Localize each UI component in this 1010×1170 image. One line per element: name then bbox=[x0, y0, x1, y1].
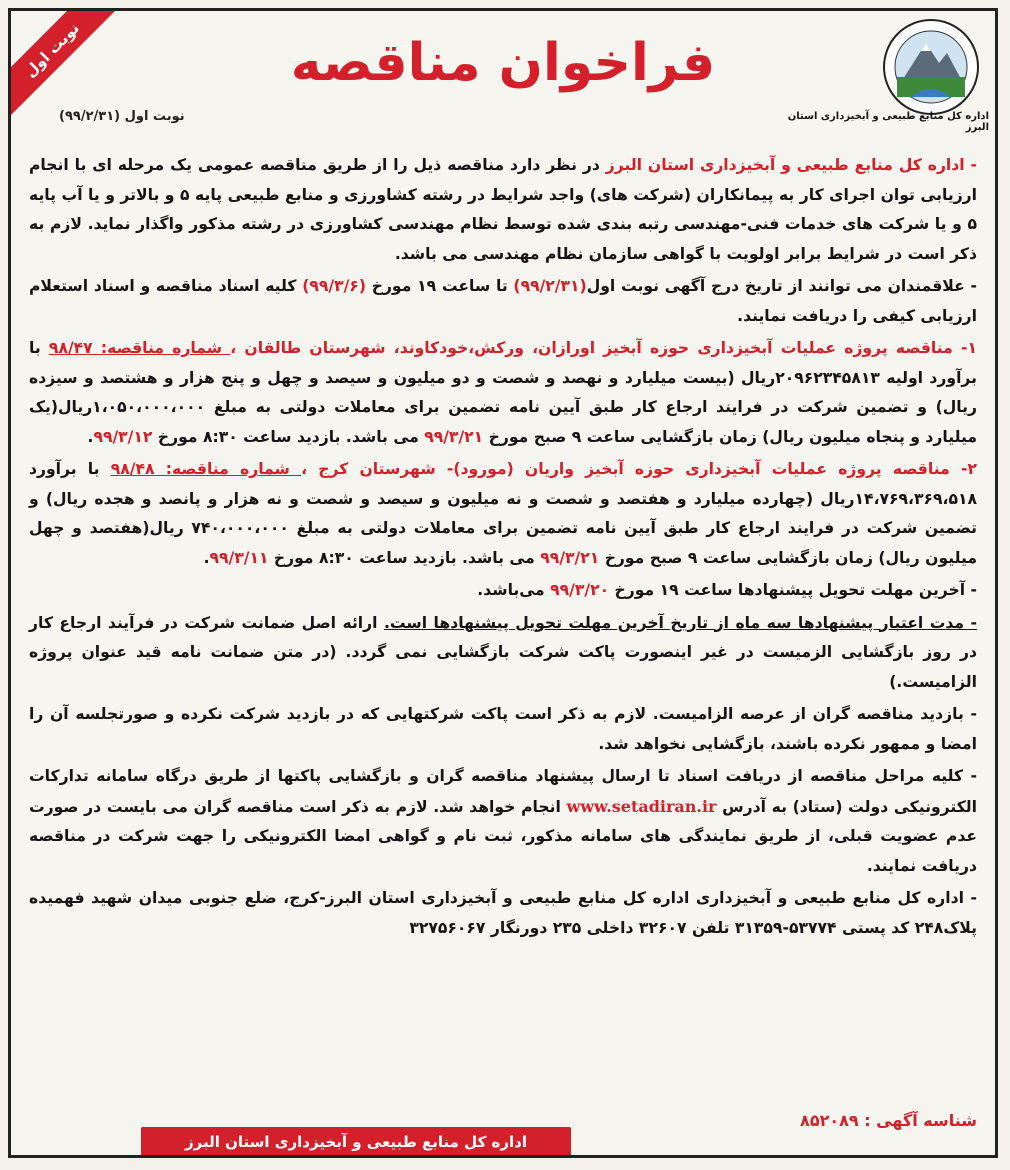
paragraph-intro: - اداره کل منابع طبیعی و آبخیزداری استان البرز در نظر دارد مناقصه ذیل را از طریق مناقصه عمومی یک مرحله ای با انجام ارزیابی توان اجرای کار به پیمانکاران (شرکت های) واجد شرایط در رشته کشاورزی و منابع طبیعی پایه ۵ و بالاتر و یا آب پایه ۵ و یا شرکت های خدمات فنی-مهندسی رتبه بندی شده توسط نظام مهندسی کشاورزی در رشته مذکور واگذار نماید. لازم به ذکر است در شرایط برابر اولویت با گواهی سازمان نظام مهندسی می باشد. bbox=[29, 156, 977, 263]
paragraph-address: - اداره کل منابع طبیعی و آبخیزداری اداره کل منابع طبیعی و آبخیزداری استان البرز-کرج، ضلع جنوبی میدان شهید فهمیده پلاک۲۴۸ کد پستی ۵۳۷۷۴-۳۱۳۵۹ تلفن ۳۲۶۰۷ داخلی ۲۳۵ دورنگار ۳۲۷۵۶۰۶۷ bbox=[29, 889, 977, 937]
date-end: (۹۹/۳/۶) bbox=[302, 277, 366, 295]
paragraph-visit: - بازدید مناقصه گران از عرصه الزامیست. لازم به ذکر است پاکت شرکتهایی که در بازدید شرکت نکرده و صورتجلسه آن را امضا و ممهور نکرده باشند، بازگشایی نخواهد شد. bbox=[29, 705, 977, 753]
tender-1-title: ۱- مناقصه پروژه عملیات آبخیزداری حوزه آبخیز اورازان، ورکش،خودکاوند، شهرستان طالقان ، bbox=[230, 339, 978, 357]
paragraph-tender-1: ۱- مناقصه پروژه عملیات آبخیزداری حوزه آبخیز اورازان، ورکش،خودکاوند، شهرستان طالقان ، شماره مناقصه: ۹۸/۴۷ با برآورد اولیه ۲۰۹۶۲۳۴۵۸۱۳ریال (بیست میلیارد و نهصد و شصت و دو میلیون و سیصد و چهل و پنج هزار و هشتصد و سیزده ریال) و تضمین شرکت در فرایند ارجاع کار طبق آیین نامه تضمین برای معاملات دولتی به مبلغ ۱،۰۵۰،۰۰۰،۰۰۰ریال(یک میلیارد و پنجاه میلیون ریال) زمان بازگشایی ساعت ۹ صبح مورخ ۹۹/۳/۲۱ می باشد. بازدید ساعت ۸:۳۰ مورخ ۹۹/۳/۱۲. bbox=[29, 339, 978, 446]
ribbon-label: نوبت اول bbox=[21, 19, 83, 81]
ad-id: شناسه آگهی : ۸۵۲۰۸۹ bbox=[800, 1111, 977, 1130]
paragraph-deadline: - آخرین مهلت تحویل پیشنهادها ساعت ۱۹ مورخ ۹۹/۳/۲۰ می‌باشد. bbox=[477, 581, 977, 599]
date-start: (۹۹/۲/۳۱) bbox=[513, 277, 587, 295]
paragraph-documents: - علاقمندان می توانند از تاریخ درج آگهی نوبت اول(۹۹/۲/۳۱) تا ساعت ۱۹ مورخ (۹۹/۳/۶) کلیه اسناد مناقصه و اسناد استعلام ارزیابی کیفی را دریافت نمایند. bbox=[29, 277, 977, 325]
tender-2-title: ۲- مناقصه پروژه عملیات آبخیزداری حوزه آبخیز واریان (مورود)- شهرستان کرج ، bbox=[301, 460, 977, 478]
page-title: فراخوان مناقصه bbox=[290, 33, 716, 93]
footer-organization: اداره کل منابع طبیعی و آبخیزداری استان البرز bbox=[141, 1127, 571, 1157]
paragraph-tender-2: ۲- مناقصه پروژه عملیات آبخیزداری حوزه آبخیز واریان (مورود)- شهرستان کرج ، شماره مناقصه: ۹۸/۴۸ با برآورد ۱۴،۷۶۹،۳۶۹،۵۱۸ریال (چهارده میلیارد و هفتصد و شصت و نه میلیون و سیصد و شصت و نه هزار و پانصد و هجده ریال) و تضمین شرکت در فرایند ارجاع کار طبق آیین نامه تضمین برای معاملات دولتی به مبلغ ۷۴۰،۰۰۰،۰۰۰ ریال(هفتصد و چهل میلیون ریال) زمان بازگشایی ساعت ۹ صبح مورخ ۹۹/۳/۲۱ می باشد. بازدید ساعت ۸:۳۰ مورخ ۹۹/۳/۱۱. bbox=[29, 460, 977, 567]
paragraph-setad: - کلیه مراحل مناقصه از دریافت اسناد تا ارسال پیشنهاد مناقصه گران و بازگشایی پاکتها از طریق درگاه سامانه تدارکات الکترونیکی دولت (ستاد) به آدرس www.setadiran.ir انجام خواهد شد. لازم به ذکر است مناقصه گران می بایست در صورت عدم عضویت قبلی، از طریق نمایندگی های سامانه مذکور، ثبت نام و گواهی امضا الکترونیکی را جهت شرکت در مناقصه دریافت نمایند. bbox=[29, 767, 977, 875]
tender-notice bbox=[8, 8, 998, 1158]
tender-1-number: شماره مناقصه: ۹۸/۴۷ bbox=[48, 339, 231, 357]
round-date: نوبت اول (۹۹/۲/۳۱) bbox=[59, 109, 185, 124]
tender-2-number: شماره مناقصه: ۹۸/۴۸ bbox=[110, 460, 302, 478]
paragraph-validity: - مدت اعتبار پیشنهادها سه ماه از تاریخ آخرین مهلت تحویل پیشنهادها است. ارائه اصل ضمانت شرکت در فرآیند ارجاع کار در روز بازگشایی الزمیست در غیر اینصورت پاکت شرکت بازگشایی نمی گردد. (در متن ضمانت نامه قید عنوان پروژه الزامیست.) bbox=[29, 613, 977, 691]
notice-body bbox=[29, 151, 977, 946]
setad-website-link[interactable]: www.setadiran.ir bbox=[566, 796, 717, 816]
organization-name-small: اداره کل منابع طبیعی و آبخیزداری استان البرز bbox=[787, 111, 989, 133]
organization-name: - اداره کل منابع طبیعی و آبخیزداری استان البرز bbox=[605, 156, 977, 174]
